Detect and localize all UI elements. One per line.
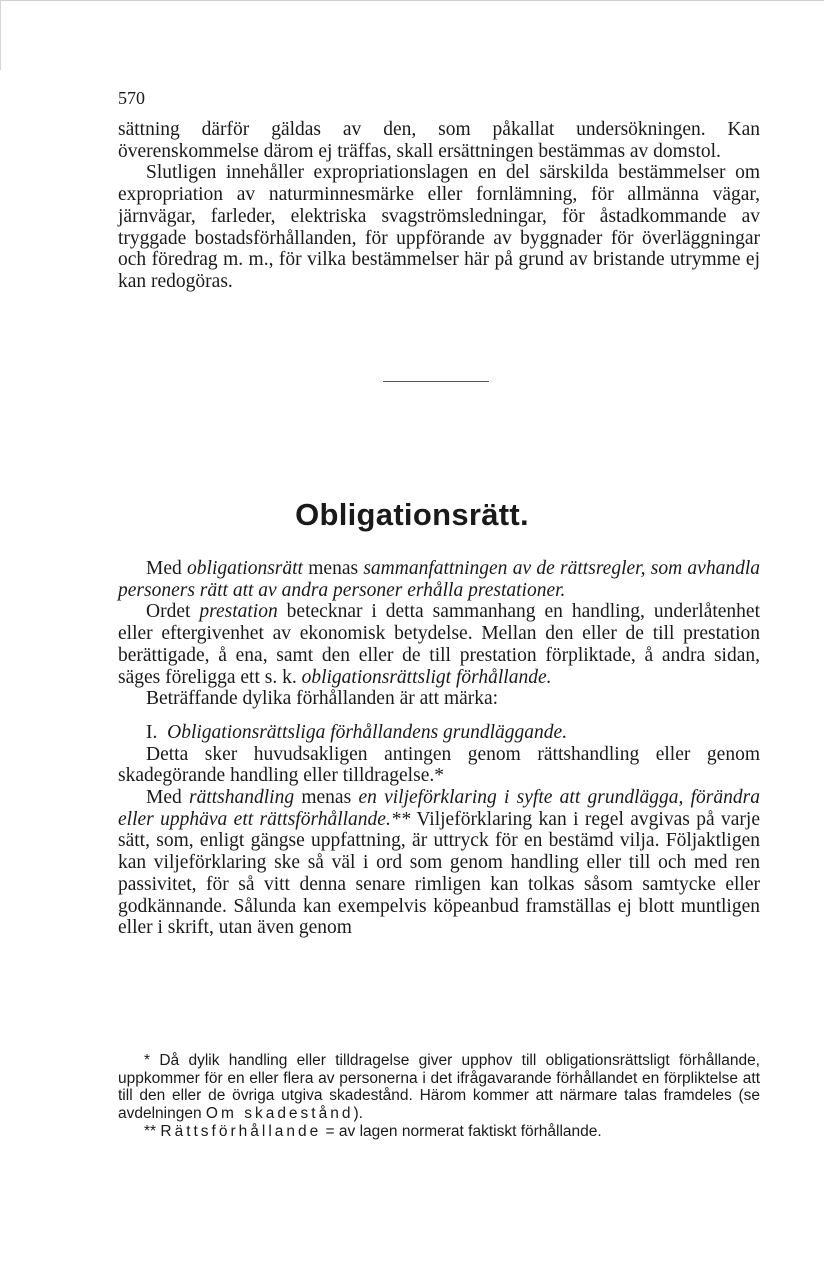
- italic-definition: sammanfattningen av de rättsregler, som avhandla personers rätt att av andra personer erhålla prestationer.: [118, 558, 761, 601]
- section-title: Obligationsrätt.: [295, 497, 529, 532]
- italic-term: prestation: [199, 601, 278, 623]
- top-text-block: [118, 119, 760, 293]
- text-run: Ordet: [146, 601, 200, 623]
- footnote-marker: **: [144, 1123, 161, 1141]
- italic-definition: en viljeförklaring i syfte att grundlägga, förändra eller upphäva ett rättsförhållande.**: [118, 787, 760, 830]
- paragraph-rattshandling: [118, 787, 760, 939]
- page-edge-left: [0, 0, 1, 70]
- paragraph-definition: [118, 558, 760, 601]
- section-divider: [383, 381, 489, 382]
- italic-term: obligationsrättsligt förhållande.: [301, 666, 552, 688]
- footnote-spaced-term: Om skadestånd: [205, 1104, 354, 1122]
- text-run: Viljeförklaring kan i regel avgivas på varje sätt, som, enligt gängse uppfattning, är uttryck för en bestämd vilja. Följaktligen kan viljeförklaring ske så väl i ord som genom handling eller till och med ren passivitet, för så vitt denna senare rimligen kan tolkas såsom samtycke eller godkännande. Sålunda kan exempelvis köpeanbud framställas ej blott muntligen eller i skrift, utan även genom: [118, 808, 760, 939]
- paragraph-expropriation: Slutligen innehåller expropriationslagen en del särskilda bestämmelser om expropriation av naturminnesmärke eller fornlämning, för allmänna vägar, järnvägar, farleder, elektriska svagströmsledningar, för åstadkommande av tryggade bostadsförhållanden, för uppförande av byggnader för överläggningar och föredrag m. m., för vilka bestämmelser här på grund av bristande utrymme ej kan redogöras.: [118, 162, 760, 292]
- paragraph-continuation: sättning därför gäldas av den, som påkallat undersökningen. Kan överenskommelse därom ej träffas, skall ersättningen bestämmas av domstol.: [118, 119, 760, 162]
- footnote-text: ).: [353, 1104, 363, 1122]
- text-run: betecknar i detta sammanhang en handling, underlåtenhet eller eftergivenhet av ekonomisk betydelse. Mellan den eller de till prestation berättigade, å ena, samt den eller de till prestation förpliktade, å andra sidan, säges föreligga ett s. k.: [118, 601, 761, 688]
- footnote-text: = av lagen normerat faktiskt förhållande.: [321, 1123, 602, 1141]
- paragraph-basis: Detta sker huvudsakligen antingen genom rättshandling eller genom skadegörande handling eller tilldragelse.*: [118, 743, 760, 787]
- footnote-spaced-term: Rättsförhållande: [160, 1123, 322, 1141]
- italic-term: rättshandling: [189, 787, 295, 809]
- paragraph-intro-list: Beträffande dylika förhållanden är att märka:: [146, 688, 499, 710]
- footnote-text: * Då dylik handling eller tilldragelse giver upphov till obligationsrättsligt förhållande, uppkommer för en eller flera av personerna i det ifrågavarande förhållandet en förpliktelse att till den eller de övriga utgiva skadestånd. Härom kommer att närmare talas framdeles (se avdelningen: [118, 1052, 760, 1122]
- main-text-block: [118, 558, 760, 939]
- text-run: Med: [146, 787, 189, 809]
- page-number: 570: [118, 88, 145, 108]
- footnote-1: [118, 1052, 760, 1122]
- subsection-heading: [118, 722, 760, 744]
- page-edge-top: [0, 0, 824, 1]
- footnotes: [118, 1052, 760, 1141]
- paragraph-prestation: [118, 601, 760, 688]
- subsection-heading-text: Obligationsrättsliga förhållandens grundläggande.: [167, 721, 568, 743]
- spacer: [118, 710, 760, 722]
- roman-numeral: I.: [146, 721, 158, 743]
- text-run: menas: [302, 558, 364, 579]
- footnote-2: [118, 1123, 760, 1141]
- italic-term: obligationsrätt: [187, 558, 303, 579]
- text-run: Med: [146, 558, 188, 579]
- text-run: menas: [294, 787, 359, 809]
